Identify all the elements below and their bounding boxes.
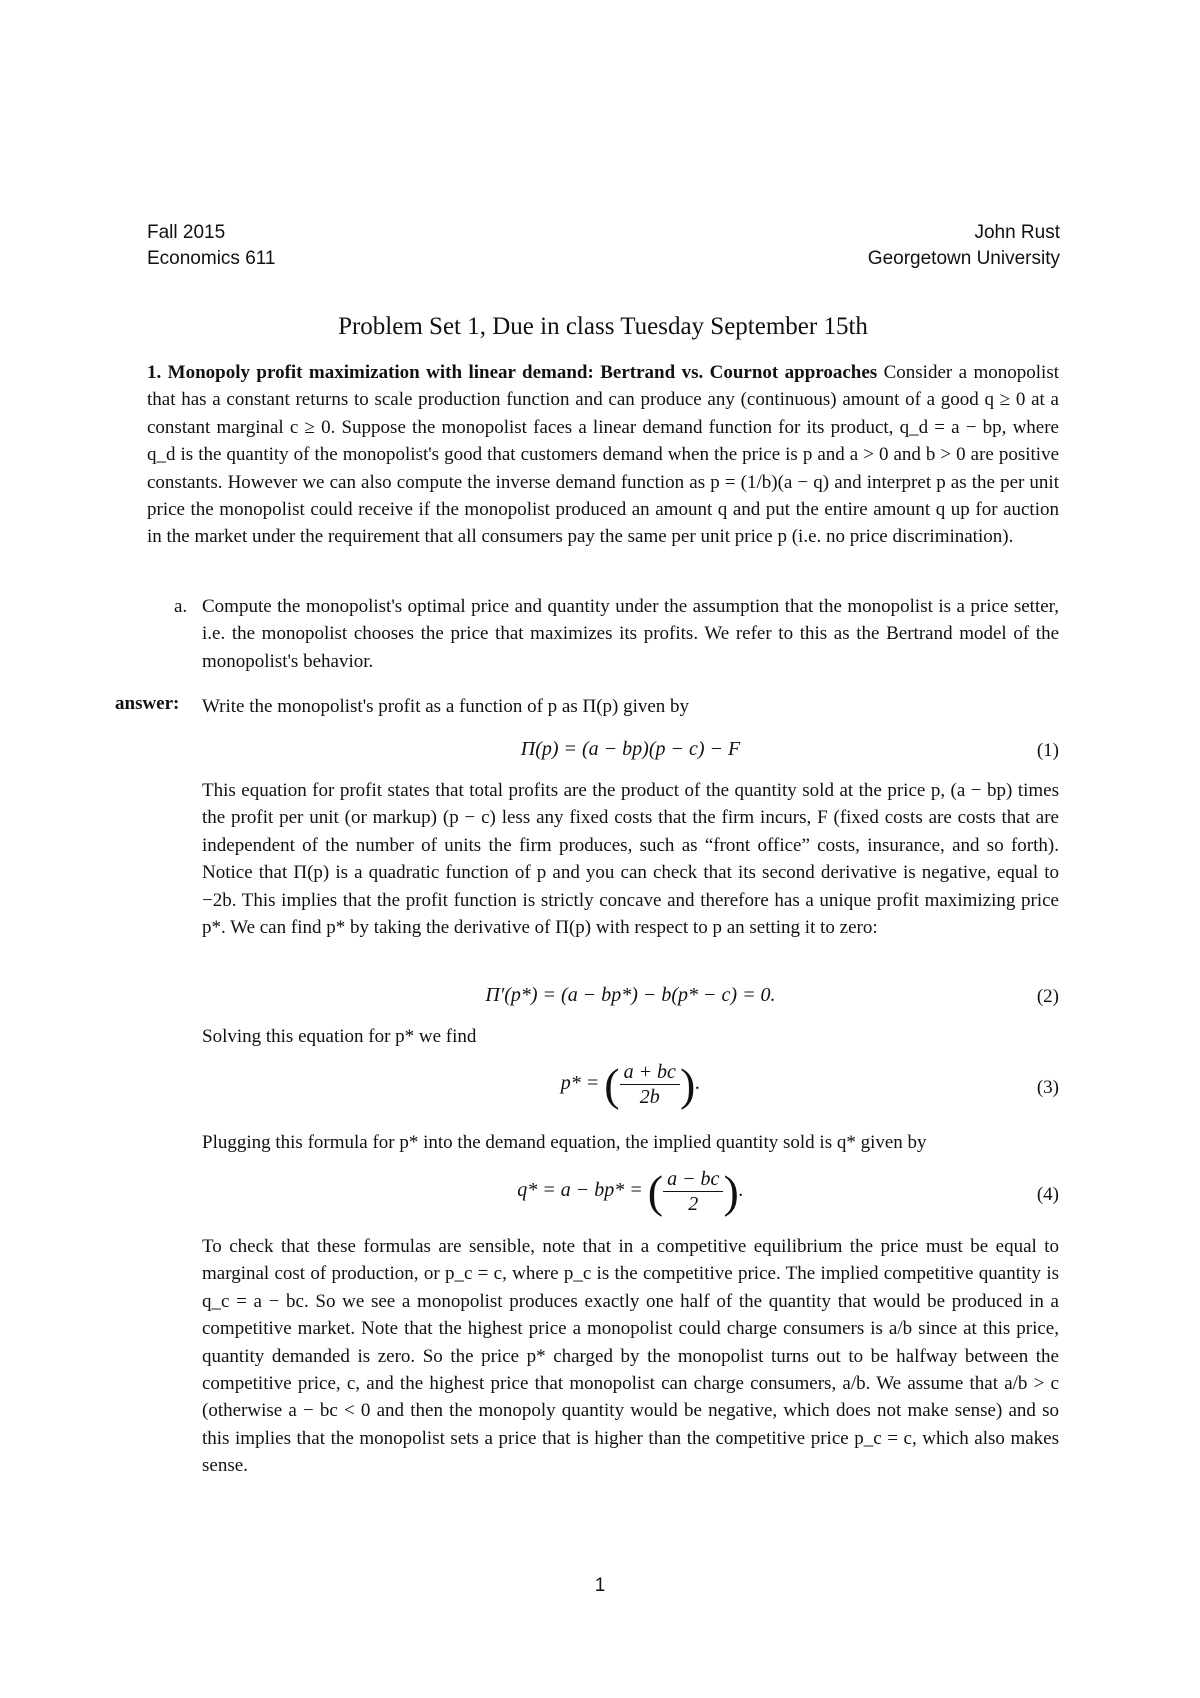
problem-1-body: Consider a monopolist that has a constant returns to scale production function and can produce any (continuous) amount of a good q ≥ 0 at a constant marginal c ≥ 0. Suppose the monopolist faces a linear demand function for its product, q_d = a − bp, where q_d is the quantity of the monopolist's good that customers demand when the price is p and a > 0 and b > 0 are positive constants. However we can also compute the inverse demand function as p = (1/b)(a − q) and interpret p as the per unit price the monopolist could receive if the monopolist produced an amount q and put the entire amount q up for auction in the market under the requirement that all consumers pay the same per unit price p (i.e. no price discrimination).: [147, 362, 1059, 548]
equation-4: q* = a − bp* = ( $\frac{a - bc}{2}$ ).: [517, 1166, 744, 1217]
equation-4-numerator: a − bc: [663, 1167, 723, 1192]
answer-label: answer:: [115, 693, 180, 714]
equation-4-denominator: 2: [688, 1193, 699, 1215]
part-a-label: a.: [174, 596, 188, 617]
equation-2: Π′(p*) = (a − bp*) − b(p* − c) = 0.: [485, 984, 776, 1006]
equation-3: p* = ( $\frac{a + bc}{2b}$ ).: [560, 1059, 701, 1110]
page-number: 1: [594, 1575, 606, 1596]
term: Fall 2015: [147, 222, 226, 243]
problem-1: [147, 359, 1059, 551]
answer-intro: Write the monopolist's profit as a function of p as Π(p) given by: [202, 696, 690, 717]
institution: Georgetown University: [867, 248, 1060, 269]
equation-1-number: (1): [1036, 740, 1059, 761]
answer-paragraph-2: Solving this equation for p* we find: [202, 1026, 477, 1047]
right-paren-icon: ): [679, 1059, 696, 1110]
equation-4-lhs: q* = a − bp* =: [517, 1179, 643, 1202]
left-paren-icon: (: [647, 1166, 664, 1217]
equation-3-denominator: 2b: [639, 1086, 660, 1108]
equation-3-numerator: a + bc: [620, 1060, 680, 1085]
problem-1-heading: 1. Monopoly profit maximization with linear demand: Bertrand vs. Cournot approaches: [147, 362, 878, 383]
answer-paragraph-3: Plugging this formula for p* into the demand equation, the implied quantity sold is q* given by: [202, 1132, 927, 1153]
equation-3-lhs: p* =: [560, 1072, 600, 1095]
part-a-text: Compute the monopolist's optimal price and quantity under the assumption that the monopolist is a price setter, i.e. the monopolist chooses the price that maximizes its profits. We refer to this as the Bertrand model of the monopolist's behavior.: [202, 596, 1059, 672]
equation-3-fraction: [620, 1060, 680, 1109]
right-paren-icon: ): [723, 1166, 739, 1217]
course: Economics 611: [147, 248, 276, 269]
equation-3-number: (3): [1036, 1077, 1059, 1098]
page-title: Problem Set 1, Due in class Tuesday September 15th: [338, 313, 868, 340]
equation-4-fraction: [663, 1167, 723, 1216]
equation-1: Π(p) = (a − bp)(p − c) − F: [520, 738, 741, 760]
equation-2-number: (2): [1036, 986, 1059, 1007]
part-a: [174, 593, 1059, 675]
answer-paragraph-1: This equation for profit states that total profits are the product of the quantity sold at the price p, (a − bp) times the profit per unit (or markup) (p − c) less any fixed costs that the firm incurs, F (fixed costs are costs that are independent of the number of units the firm produces, such as “front office” costs, insurance, and so forth). Notice that Π(p) is a quadratic function of p and you can check that its second derivative is negative, equal to −2b. This implies that the profit function is strictly concave and therefore has a unique profit maximizing price p*. We can find p* by taking the derivative of Π(p) with respect to p an setting it to zero:: [202, 780, 1059, 939]
header-right: [868, 220, 1060, 272]
answer-paragraph-4: To check that these formulas are sensible, note that in a competitive equilibrium the price must be equal to marginal cost of production, or p_c = c, where p_c is the competitive price. The implied competitive quantity is q_c = a − bc. So we see a monopolist produces exactly one half of the quantity that would be produced in a competitive market. Note that the highest price a monopolist could charge consumers is a/b since at this price, quantity demanded is zero. So the price p* charged by the monopolist turns out to be halfway between the competitive price, c, and the highest price that monopolist can charge consumers, a/b. We assume that a/b > c (otherwise a − bc < 0 and then the monopoly quantity would be negative, which does not make sense) and so this implies that the monopolist sets a price that is higher than the competitive price p_c = c, which also makes sense.: [202, 1236, 1059, 1477]
author: John Rust: [974, 222, 1060, 243]
equation-4-number: (4): [1036, 1184, 1059, 1205]
header-left: [147, 220, 276, 272]
left-paren-icon: (: [604, 1059, 620, 1110]
